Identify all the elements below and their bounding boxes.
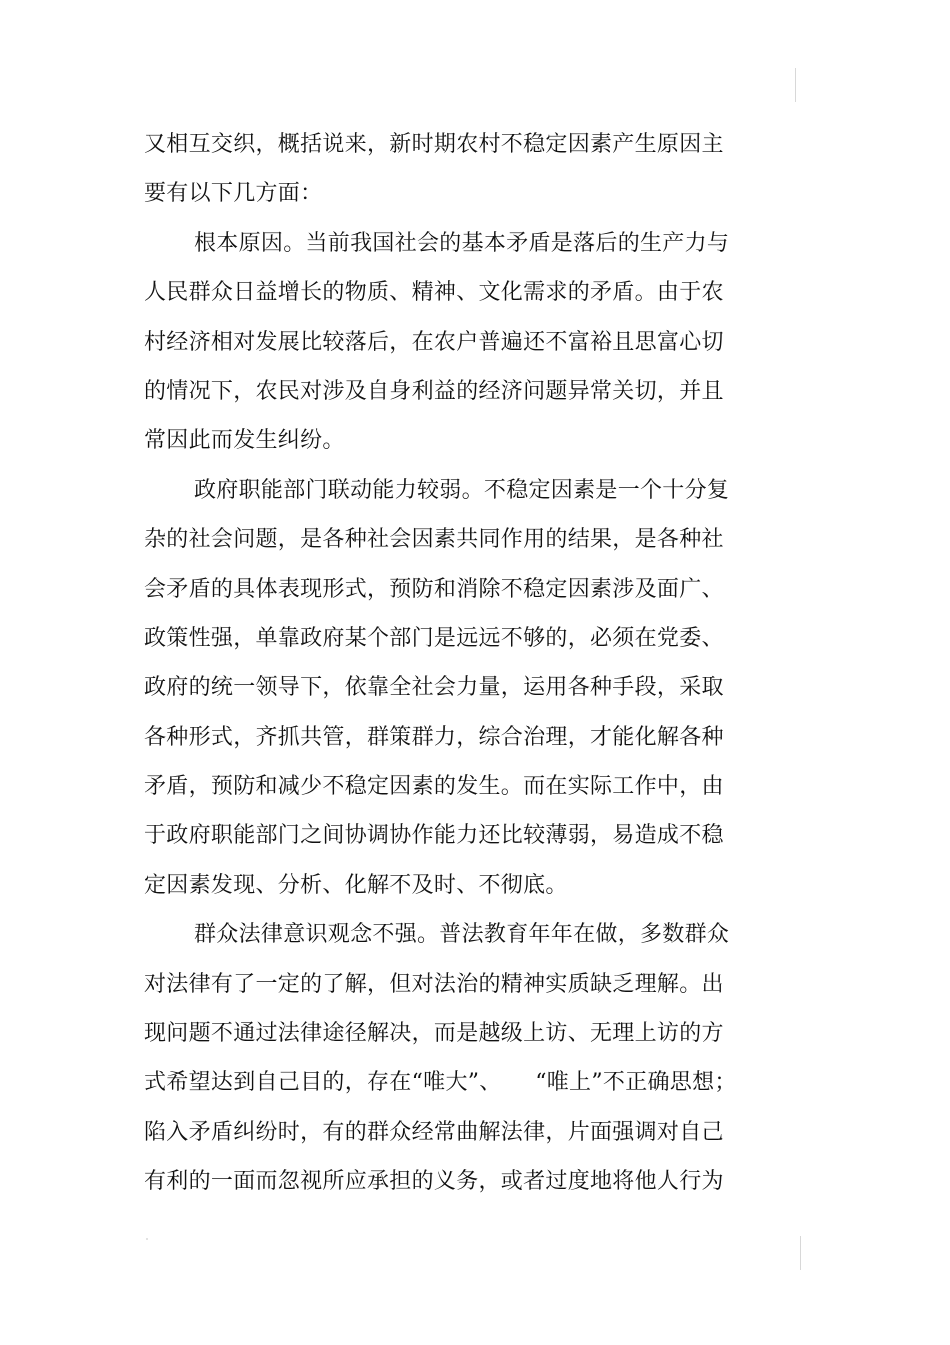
text-line: 会矛盾的具体表现形式，预防和消除不稳定因素涉及面广、 xyxy=(144,576,724,602)
text-line: 政策性强，单靠政府某个部门是远远不够的，必须在党委、 xyxy=(144,625,724,651)
page-edge-mark xyxy=(795,68,796,102)
text-line: 现问题不通过法律途径解决，而是越级上访、无理上访的方 xyxy=(144,1021,724,1047)
text-line: 矛盾，预防和减少不稳定因素的发生。而在实际工作中，由 xyxy=(144,774,724,800)
text-line: 各种形式，齐抓共管，群策群力，综合治理，才能化解各种 xyxy=(144,724,724,750)
text-line: 的情况下，农民对涉及自身利益的经济问题异常关切，并且 xyxy=(144,378,724,404)
text-line: 政府的统一领导下，依靠全社会力量，运用各种手段，采取 xyxy=(144,675,724,701)
text-line: 有利的一面而忽视所应承担的义务，或者过度地将他人行为 xyxy=(144,1169,724,1195)
text-line: 对法律有了一定的了解，但对法治的精神实质缺乏理解。出 xyxy=(144,971,724,997)
paragraph-start-line: 根本原因。当前我国社会的基本矛盾是落后的生产力与 xyxy=(194,230,730,256)
text-line: 杂的社会问题，是各种社会因素共同作用的结果，是各种社 xyxy=(144,527,724,553)
page-edge-mark xyxy=(800,1236,801,1270)
text-line: 常因此而发生纠纷。 xyxy=(144,428,345,454)
text-line: 陷入矛盾纠纷时，有的群众经常曲解法律，片面强调对自己 xyxy=(144,1119,724,1145)
paragraph-start-line: 群众法律意识观念不强。普法教育年年在做，多数群众 xyxy=(194,922,730,948)
document-body xyxy=(144,120,794,1207)
text-line: 于政府职能部门之间协调协作能力还比较薄弱，易造成不稳 xyxy=(144,823,724,849)
text-line: 人民群众日益增长的物质、精神、文化需求的矛盾。由于农 xyxy=(144,280,724,306)
text-line: 式希望达到自己目的，存在“唯大”、 “唯上”不正确思想； xyxy=(144,1070,737,1096)
page-edge-dot xyxy=(146,1238,148,1240)
text-line: 要有以下几方面： xyxy=(144,181,323,207)
text-line: 定因素发现、分析、化解不及时、不彻底。 xyxy=(144,872,568,898)
text-line: 村经济相对发展比较落后，在农户普遍还不富裕且思富心切 xyxy=(144,329,724,355)
text-line: 又相互交织，概括说来，新时期农村不稳定因素产生原因主 xyxy=(144,132,724,157)
paragraph-start-line: 政府职能部门联动能力较弱。不稳定因素是一个十分复 xyxy=(194,477,730,503)
